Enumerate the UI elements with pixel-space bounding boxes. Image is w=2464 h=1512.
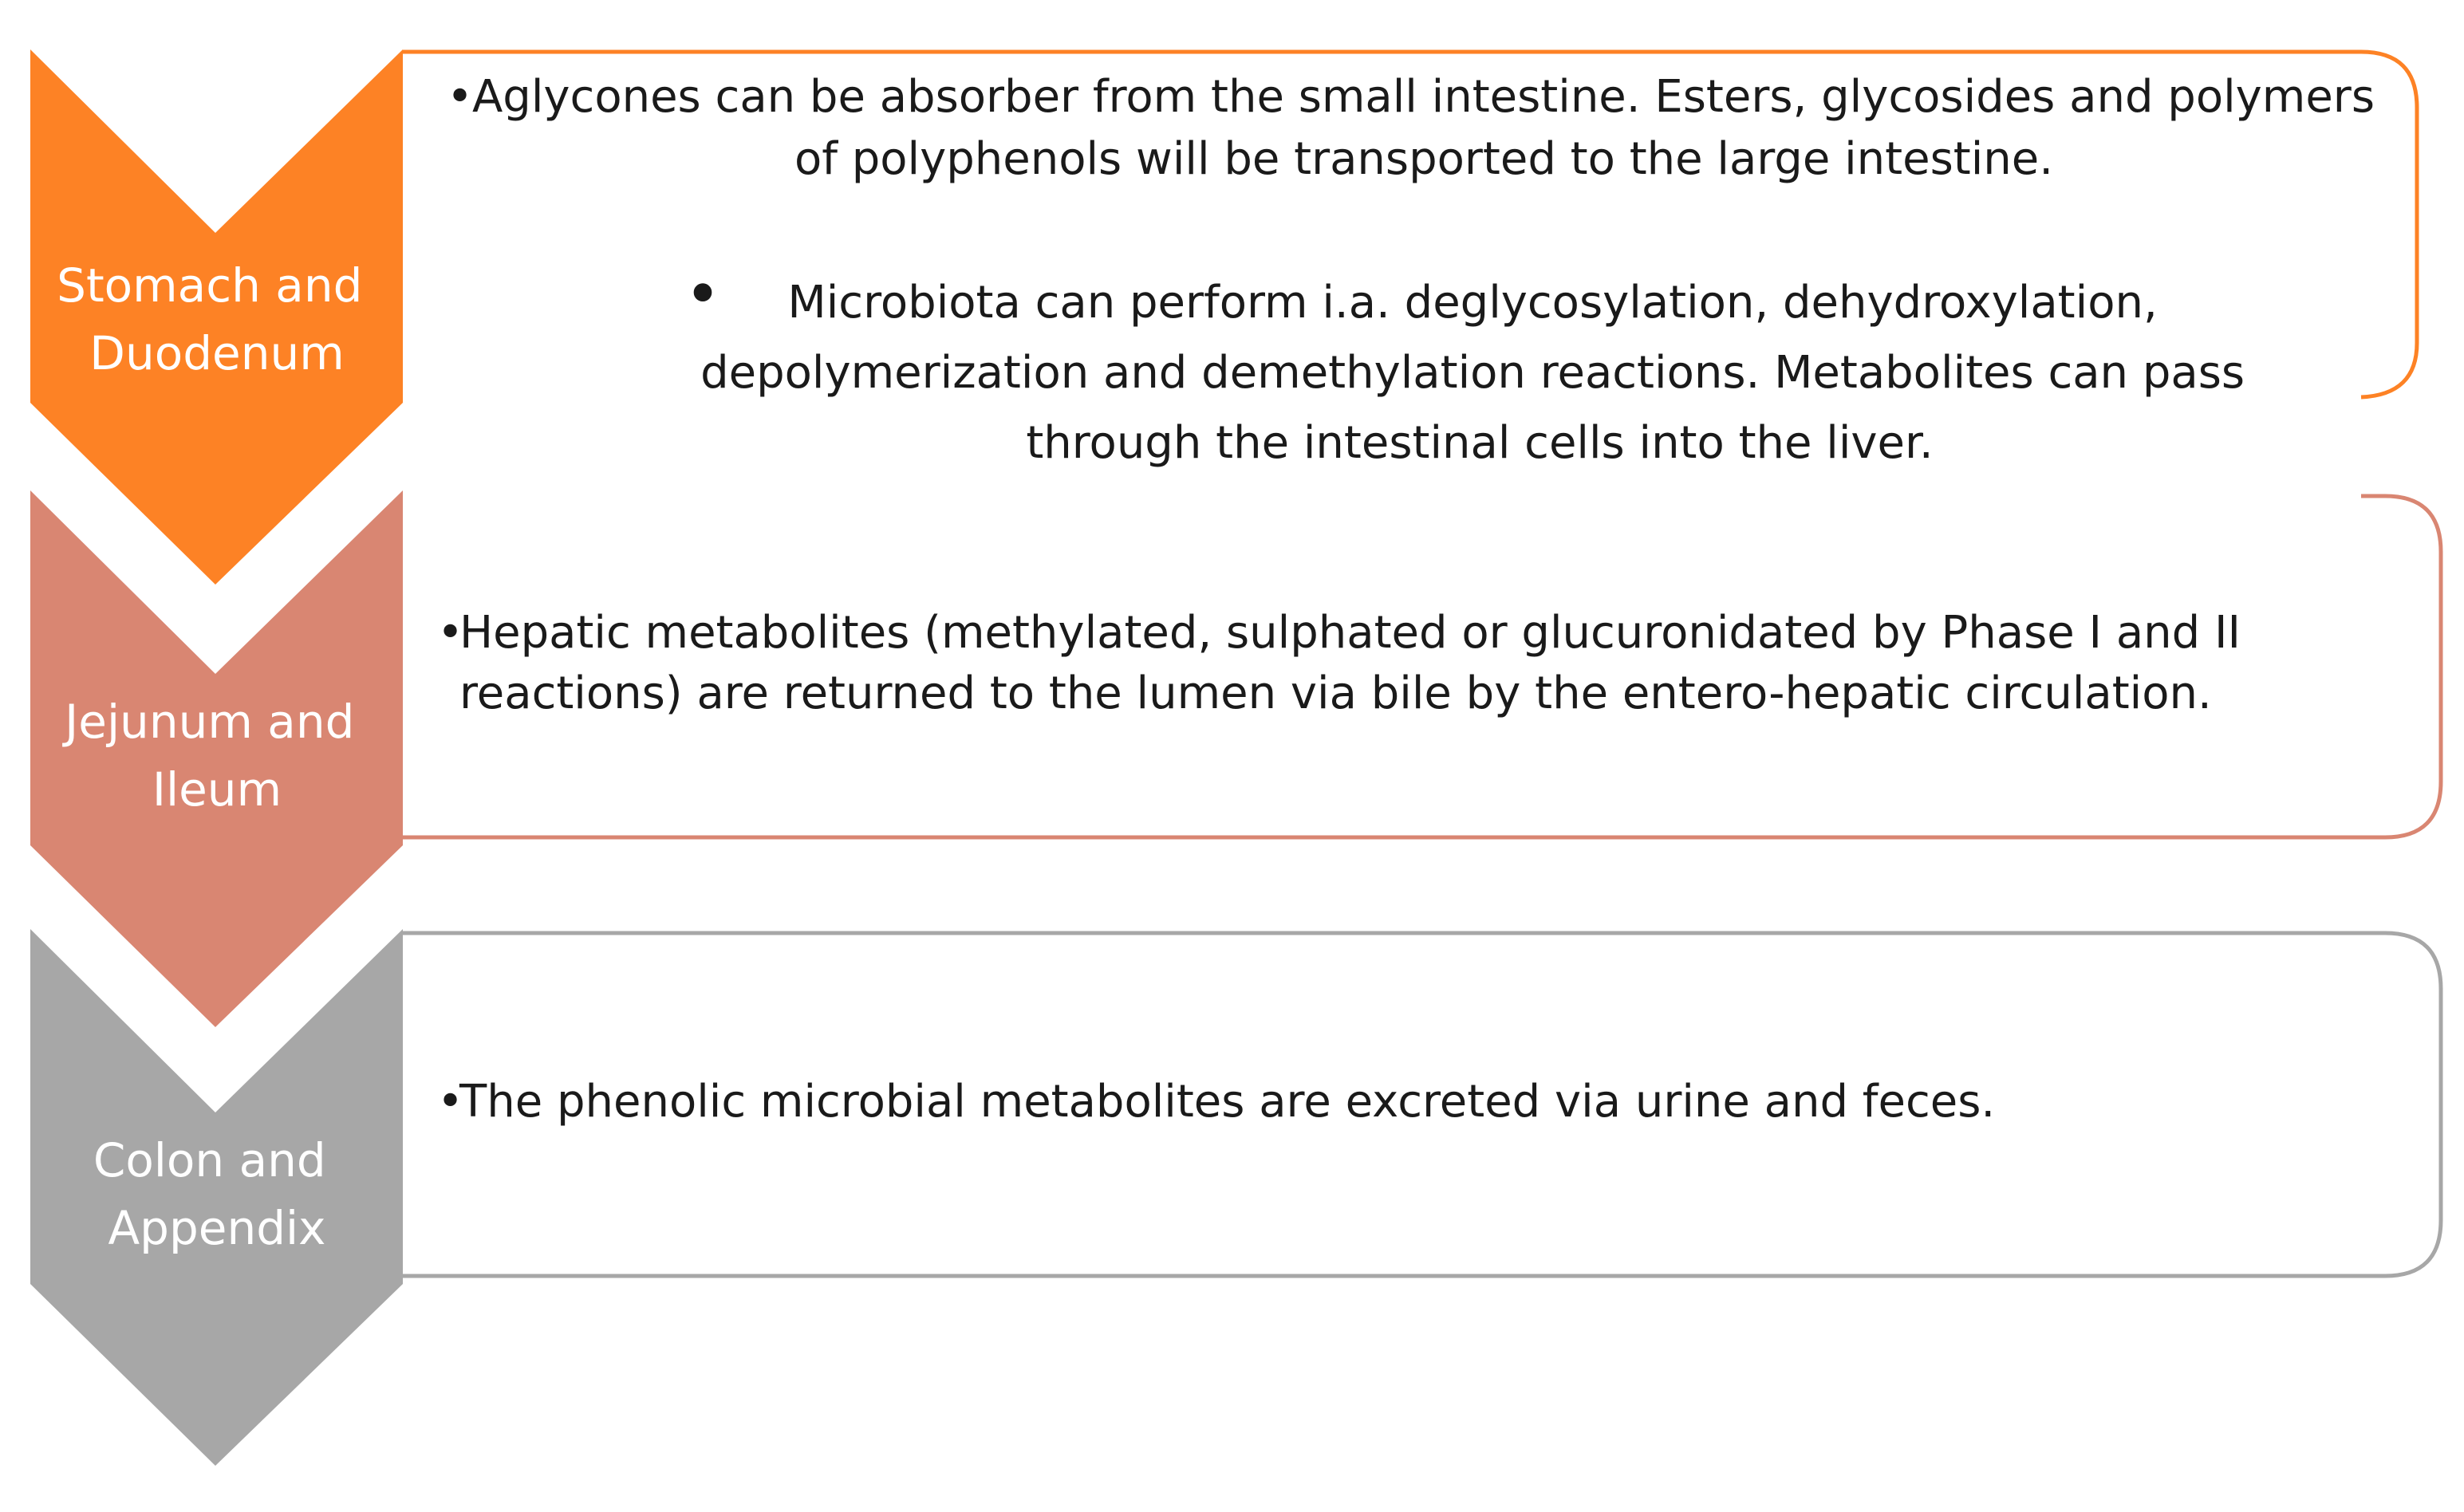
stage-stomach-bullet-marker: • [447,71,474,123]
stage-stomach-bullet-marker: • [684,259,722,331]
stage-stomach-label-line: Stomach and [57,258,363,313]
bullet-line: of polyphenols will be transported to the large intestine. [794,133,2054,185]
stage-colon-label-line: Appendix [108,1201,326,1255]
stage-jejunum-bullet [459,607,2255,719]
stage-stomach-bullet-1 [472,71,2389,185]
bullet-line: Microbiota can perform i.a. deglycosylation, dehydroxylation, [787,277,2158,329]
bullet-line: reactions) are returned to the lumen via bile by the entero-hepatic circulation. [459,667,2212,719]
bullet-line: Aglycones can be absorber from the small intestine. Esters, glycosides and polymers [472,71,2375,123]
stage-jejunum-bullet-marker: • [437,607,464,659]
stage-colon-label-line: Colon and [93,1133,326,1187]
bullet-line: depolymerization and demethylation reactions. Metabolites can pass [700,347,2245,399]
stage-colon-bullet [459,1076,1995,1128]
stage-stomach-label-line: Duodenum [89,326,345,380]
bullet-line: Hepatic metabolites (methylated, sulphated or glucuronidated by Phase I and II [459,607,2241,659]
stage-jejunum-box [403,496,2441,837]
stage-colon-bullet-marker: • [437,1076,464,1128]
stage-jejunum-label-line: Jejunum and [65,695,355,749]
bullet-line: through the intestinal cells into the liver. [1026,417,1934,469]
stage-stomach-chevron [30,49,403,585]
bullet-line: The phenolic microbial metabolites are excreted via urine and feces. [459,1076,1996,1128]
stage-stomach-bullet-2 [700,277,2259,469]
stage-colon-appendix [30,929,2441,1466]
stage-stomach-duodenum [30,49,2417,585]
stage-jejunum-label-line: Ileum [152,762,282,817]
